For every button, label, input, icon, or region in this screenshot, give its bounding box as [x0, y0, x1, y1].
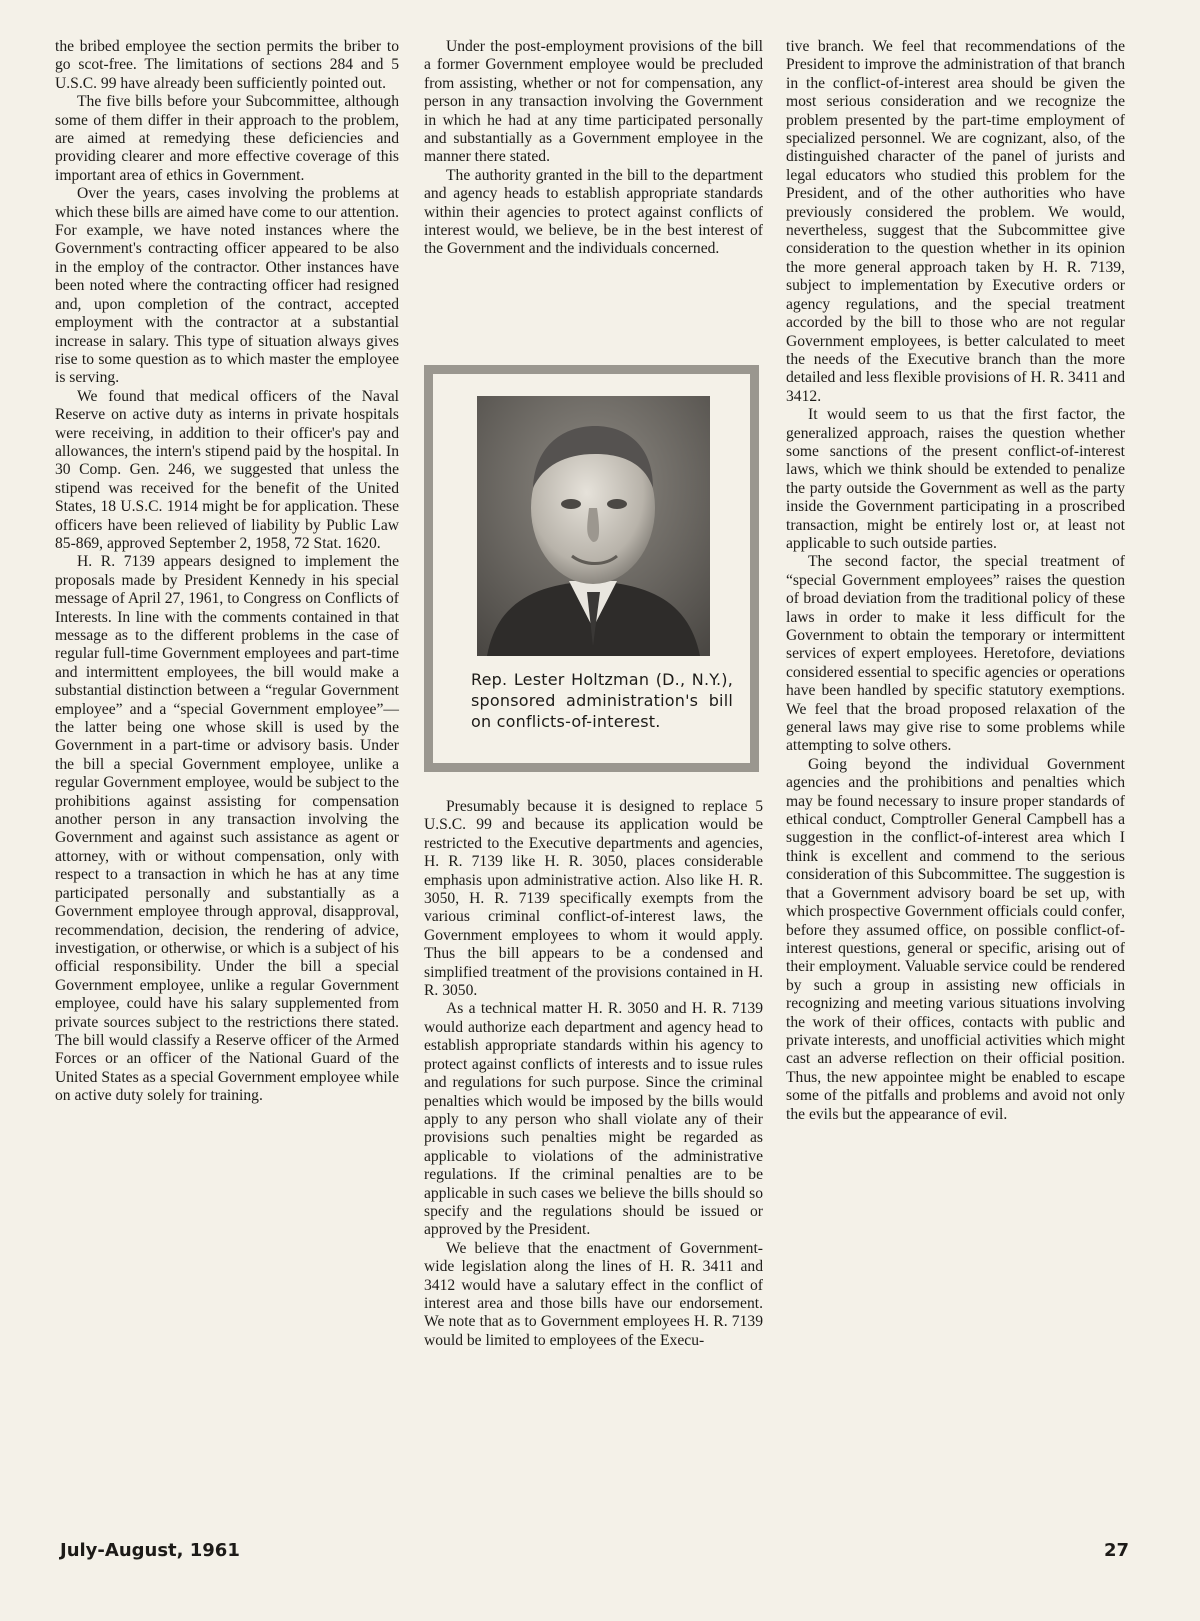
paragraph: Going beyond the individual Government agencies and the prohibitions and penalties which may be found necessary to insure proper standards of ethical conduct, Comptroller General Campbell has a suggestion in the conflict-of-interest area which I think is excellent and commend to the serious consideration of this Subcommittee. The suggestion is that a Government advisory board be set up, with which prospective Government officials could confer, before they assumed office, on possible conflict-of-interest questions, general or specific, arising out of their employment. Valuable service could be rendered by such a group in assisting new officials in recognizing and meeting various situations involving the work of their offices, contacts with public and private interests, and unofficial activities which might cast an adverse reflection on their official position. Thus, the new appointee might be enabled to escape some of the pitfalls and problems and avoid not only the evils but the appearance of evil.: [786, 755, 1125, 1123]
paragraph: The second factor, the special treatment of “special Government employees” raises the question of broad deviation from the traditional policy of these laws in order to make it less difficult for the Government to obtain the temporary or intermittent services of expert employees. Heretofore, deviations considered essential to specific agencies or operations have been handled by specific statutory exemptions. We feel that the broad proposed relaxation of the general laws may give rise to some problems while attempting to solve others.: [786, 553, 1125, 755]
paragraph: the bribed employee the section permits the briber to go scot-free. The limitations of sections 284 and 5 U.S.C. 99 have already been sufficiently pointed out.: [55, 38, 399, 92]
paragraph: It would seem to us that the first factor, the generalized approach, raises the question whether some sanctions of the present conflict-of-interest laws, which we think should be extended to penalize the party outside the Government as well as the party inside the Government participating in a proscribed transaction, might be entirely lost or, at least not applicable to such outside parties.: [786, 406, 1125, 552]
paragraph: H. R. 7139 appears designed to implement the proposals made by President Kennedy in his special message of April 27, 1961, to Congress on Conflicts of Interests. In line with the comments contained in that message as to the different problems in the case of regular full-time Government employees and part-time and intermittent employees, the bill would make a substantial distinction between a “regular Government employee” and a “special Government employee”—the latter being one whose skill is used by the Government in a part-time or advisory basis. Under the bill a special Government employee, unlike a regular Government employee, would be subject to the prohibitions against assisting for compensation another person in any transaction involving the Government and against such assistance as agent or attorney, with or without compensation, only with respect to a transaction in which he has at any time participated personally and substantially as a Government employee through approval, disapproval, recommendation, decision, the rendering of advice, investigation, or otherwise, or which is a subject of his official responsibility. Under the bill a special Government employee, unlike a regular Government employee, could have his salary supplemented from private sources subject to the restrictions there stated. The bill would classify a Reserve officer of the Armed Forces or an officer of the National Guard of the United States as a special Government employee while on active duty solely for training.: [55, 553, 399, 1105]
column-left: [55, 38, 399, 1106]
column-middle-lower: [424, 798, 763, 1350]
paragraph: As a technical matter H. R. 3050 and H. R. 7139 would authorize each department and agency head to establish appropriate standards within his agency to protect against conflicts of interests and to issue rules and regulations for such purpose. Since the criminal penalties which would be imposed by the bills would apply to any person who shall violate any of their provisions such penalties might be regarded as applicable to violations of the administrative regulations. If the criminal penalties are to be applicable in such cases we believe the bills should so specify and the regulations should be issued or approved by the President.: [424, 1000, 763, 1239]
portrait-image: [477, 396, 710, 656]
paragraph: Presumably because it is designed to replace 5 U.S.C. 99 and because its application would be restricted to the Executive departments and agencies, H. R. 7139 like H. R. 3050, places considerable emphasis upon administrative action. Also like H. R. 3050, H. R. 7139 specifically exempts from the various criminal conflict-of-interest laws, the Government employees to whom it would apply. Thus the bill appears to be a condensed and simplified treatment of the provisions contained in H. R. 3050.: [424, 798, 763, 1000]
paragraph: We found that medical officers of the Naval Reserve on active duty as interns in private hospitals were receiving, in addition to their officer's pay and allowances, the intern's stipend paid by the hospital. In 30 Comp. Gen. 246, we suggested that unless the stipend was received for the benefit of the United States, 18 U.S.C. 1914 might be for application. These officers have been relieved of liability by Public Law 85-869, approved September 2, 1958, 72 Stat. 1620.: [55, 387, 399, 552]
paragraph: The five bills before your Subcommittee, although some of them differ in their approach to the problem, are aimed at remedying these deficiencies and providing clearer and more effective coverage of this important area of ethics in Government.: [55, 93, 399, 184]
paragraph: Over the years, cases involving the problems at which these bills are aimed have come to our attention. For example, we have noted instances where the Government's contracting officer appeared to be also in the employ of the contractor. Other instances have been noted where the contracting officer had resigned and, upon completion of the contract, accepted employment with the contractor at a substantial increase in salary. This type of situation always gives rise to some question as to which master the employee is serving.: [55, 185, 399, 387]
photo-panel: [433, 374, 750, 763]
paragraph: The authority granted in the bill to the department and agency heads to establish appropriate standards within their agencies to protect against conflicts of interest would, we believe, be in the best interest of the Government and the individuals concerned.: [424, 166, 763, 258]
page-number: 27: [1104, 1540, 1130, 1561]
column-right: [786, 38, 1125, 1124]
photo-caption: Rep. Lester Holtzman (D., N.Y.), sponsored administration's bill on conflicts-of-interest.: [471, 670, 733, 731]
paragraph: We believe that the enactment of Government-wide legislation along the lines of H. R. 3411 and 3412 would have a salutary effect in the conflict of interest area and those bills have our endorsement. We note that as to Government employees H. R. 7139 would be limited to employees of the Execu-: [424, 1239, 763, 1349]
paragraph: tive branch. We feel that recommendations of the President to improve the administration of that branch in the conflict-of-interest area should be given the most serious consideration and we recognize the problem presented by the part-time employment of specialized personnel. We are cognizant, also, of the distinguished character of the panel of jurists and legal educators who studied this problem for the President, and of the other authorities who have previously considered the problem. We would, nevertheless, suggest that the Subcommittee give consideration to the question whether in its opinion the more general approach taken by H. R. 7139, subject to implementation by Executive orders or agency regulations, and the special treatment accorded by the bill to those who are not regular Government employees, is better calculated to meet the needs of the Executive branch than the more detailed and less flexible provisions of H. R. 3411 and 3412.: [786, 38, 1125, 405]
paragraph: Under the post-employment provisions of the bill a former Government employee would be precluded from assisting, whether or not for compensation, any person in any transaction involving the Government in which he had at any time participated personally and substantially as a Government employee in the manner there stated.: [424, 38, 763, 166]
photo-frame: [424, 365, 759, 772]
portrait-photo: [477, 396, 710, 656]
issue-date: July-August, 1961: [60, 1540, 240, 1561]
